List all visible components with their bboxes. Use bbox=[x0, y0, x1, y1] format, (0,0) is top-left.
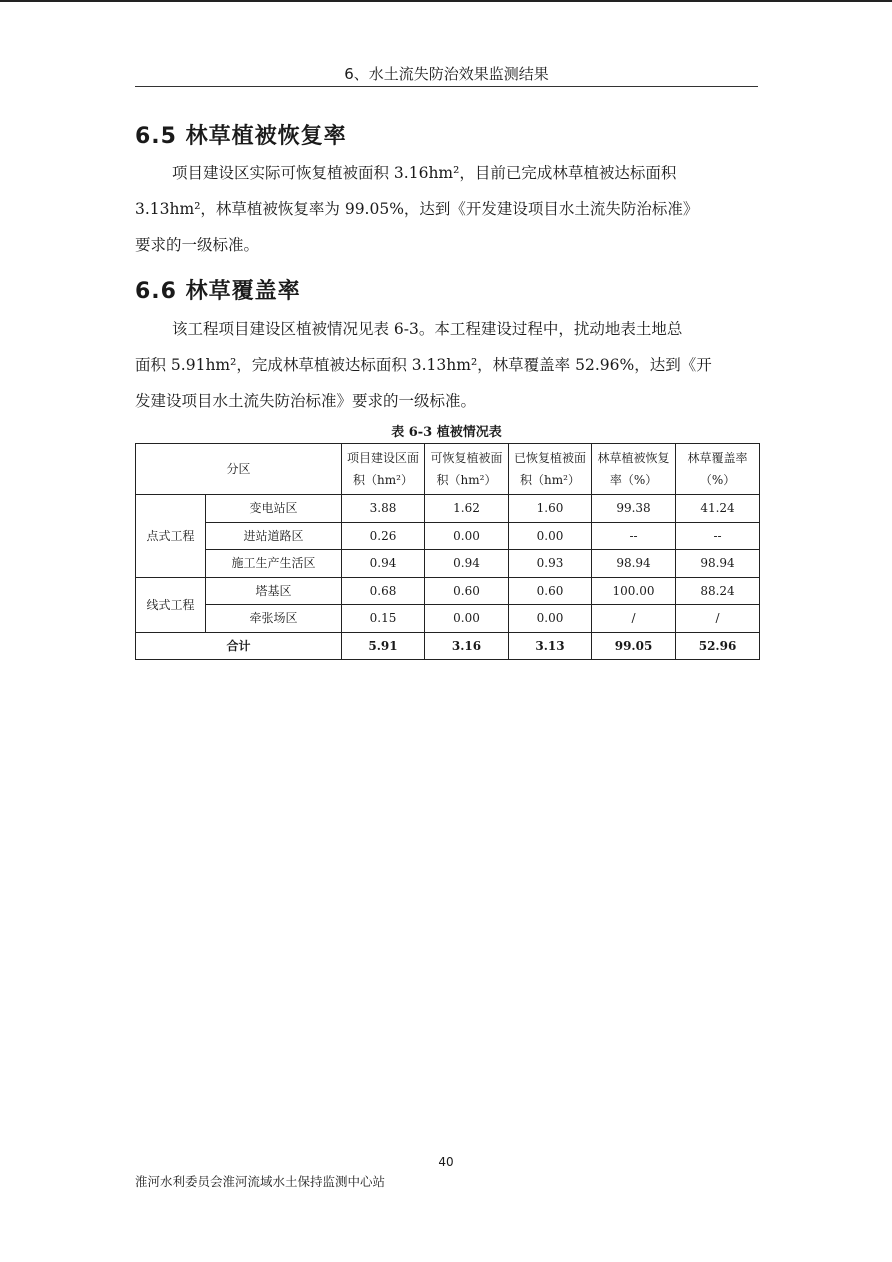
value-cell: 1.60 bbox=[509, 495, 592, 523]
value-cell: 88.24 bbox=[676, 577, 760, 605]
total-value-cell: 5.91 bbox=[342, 632, 425, 660]
value-cell: 98.94 bbox=[676, 550, 760, 578]
value-cell: 0.00 bbox=[425, 522, 509, 550]
table-total-row bbox=[136, 632, 760, 660]
value-cell: 0.15 bbox=[342, 605, 425, 633]
section-6-5-title: 6.5 林草植被恢复率 bbox=[135, 124, 347, 149]
value-cell: 0.00 bbox=[425, 605, 509, 633]
header-cell: 林草覆盖率（%） bbox=[676, 444, 760, 495]
table-row bbox=[136, 577, 760, 605]
value-cell: 0.68 bbox=[342, 577, 425, 605]
value-cell: 100.00 bbox=[592, 577, 676, 605]
header-cell: 已恢复植被面积（hm²） bbox=[509, 444, 592, 495]
subarea-cell: 进站道路区 bbox=[206, 522, 342, 550]
total-value-cell: 3.13 bbox=[509, 632, 592, 660]
value-cell: / bbox=[676, 605, 760, 633]
header-cell: 分区 bbox=[136, 444, 342, 495]
value-cell: 0.26 bbox=[342, 522, 425, 550]
paragraph-line: 3.13hm²，林草植被恢复率为 99.05%，达到《开发建设项目水土流失防治标准》 bbox=[135, 200, 699, 218]
total-label-cell: 合计 bbox=[136, 632, 342, 660]
header-cell: 项目建设区面积（hm²） bbox=[342, 444, 425, 495]
table-header-row bbox=[136, 444, 760, 495]
value-cell: / bbox=[592, 605, 676, 633]
value-cell: 0.00 bbox=[509, 522, 592, 550]
subarea-cell: 施工生产生活区 bbox=[206, 550, 342, 578]
total-value-cell: 3.16 bbox=[425, 632, 509, 660]
subarea-cell: 变电站区 bbox=[206, 495, 342, 523]
paragraph-line: 该工程项目建设区植被情况见表 6-3。本工程建设过程中，扰动地表土地总 bbox=[172, 320, 683, 338]
header-cell: 可恢复植被面积（hm²） bbox=[425, 444, 509, 495]
header-cell: 林草植被恢复率（%） bbox=[592, 444, 676, 495]
page-footer: 淮河水利委员会淮河流域水土保持监测中心站 bbox=[135, 1174, 386, 1189]
value-cell: 0.93 bbox=[509, 550, 592, 578]
value-cell: 98.94 bbox=[592, 550, 676, 578]
section-6-6-title: 6.6 林草覆盖率 bbox=[135, 279, 301, 304]
table-caption: 表 6-3 植被情况表 bbox=[391, 425, 502, 440]
value-cell: -- bbox=[592, 522, 676, 550]
paragraph-line: 发建设项目水土流失防治标准》要求的一级标准。 bbox=[135, 392, 477, 410]
total-value-cell: 52.96 bbox=[676, 632, 760, 660]
table-row bbox=[136, 605, 760, 633]
table-row bbox=[136, 550, 760, 578]
value-cell: 0.94 bbox=[342, 550, 425, 578]
table-row bbox=[136, 495, 760, 523]
page-number: 40 bbox=[438, 1155, 454, 1169]
group-cell: 点式工程 bbox=[136, 495, 206, 578]
page-top-border bbox=[0, 0, 892, 2]
header-rule bbox=[135, 86, 758, 87]
running-header: 6、水土流失防治效果监测结果 bbox=[344, 65, 549, 83]
group-cell: 线式工程 bbox=[136, 577, 206, 632]
value-cell: 0.00 bbox=[509, 605, 592, 633]
value-cell: 99.38 bbox=[592, 495, 676, 523]
section-6-6-paragraph bbox=[135, 311, 758, 419]
paragraph-line: 项目建设区实际可恢复植被面积 3.16hm²，目前已完成林草植被达标面积 bbox=[172, 164, 677, 182]
value-cell: -- bbox=[676, 522, 760, 550]
value-cell: 0.94 bbox=[425, 550, 509, 578]
section-6-5-paragraph bbox=[135, 155, 758, 263]
subarea-cell: 牵张场区 bbox=[206, 605, 342, 633]
value-cell: 3.88 bbox=[342, 495, 425, 523]
vegetation-table bbox=[135, 443, 760, 660]
total-value-cell: 99.05 bbox=[592, 632, 676, 660]
table-row bbox=[136, 522, 760, 550]
paragraph-line: 要求的一级标准。 bbox=[135, 236, 260, 254]
value-cell: 41.24 bbox=[676, 495, 760, 523]
value-cell: 0.60 bbox=[509, 577, 592, 605]
paragraph-line: 面积 5.91hm²，完成林草植被达标面积 3.13hm²，林草覆盖率 52.96%，达到《开 bbox=[135, 356, 712, 374]
value-cell: 0.60 bbox=[425, 577, 509, 605]
subarea-cell: 塔基区 bbox=[206, 577, 342, 605]
value-cell: 1.62 bbox=[425, 495, 509, 523]
